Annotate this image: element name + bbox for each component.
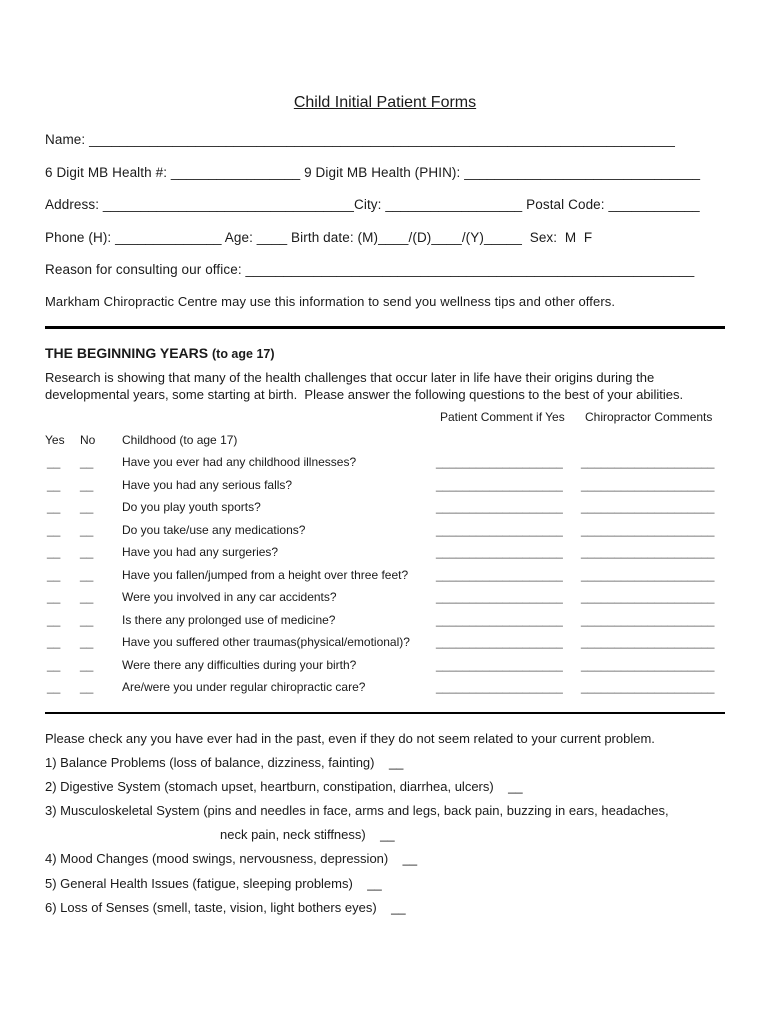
chiropractor-comment-blank[interactable]: ____________________: [581, 477, 715, 492]
past-item-continued[interactable]: neck pain, neck stiffness) __: [220, 827, 395, 842]
question-text: Have you suffered other traumas(physical/emotional)?: [122, 635, 410, 649]
question-text: Have you had any surgeries?: [122, 545, 279, 559]
yes-header: Yes: [45, 433, 65, 447]
no-blank[interactable]: __: [80, 545, 94, 559]
no-blank[interactable]: __: [80, 477, 94, 492]
section-heading-sub: (to age 17): [212, 347, 275, 361]
past-item[interactable]: 5) General Health Issues (fatigue, sleeping problems) __: [45, 876, 382, 891]
chiropractor-comment-blank[interactable]: ____________________: [581, 657, 715, 672]
name-field[interactable]: Name: _____________________________________________________________________________: [45, 132, 675, 147]
question-row: [0, 635, 770, 655]
chiropractor-comment-blank[interactable]: ____________________: [581, 590, 715, 604]
question-text: Have you had any serious falls?: [122, 477, 293, 492]
patient-comment-header: Patient Comment if Yes: [440, 410, 565, 424]
question-row: [0, 500, 770, 520]
section-divider-2: [45, 712, 725, 714]
yes-blank[interactable]: __: [47, 522, 61, 537]
chiropractor-comment-blank[interactable]: ____________________: [581, 545, 715, 559]
question-row: [0, 478, 770, 498]
chiropractor-comment-blank[interactable]: ____________________: [581, 500, 715, 514]
question-row: [0, 523, 770, 543]
section-divider: [45, 326, 725, 329]
no-blank[interactable]: __: [80, 680, 94, 694]
yes-blank[interactable]: __: [47, 612, 61, 627]
past-item[interactable]: 6) Loss of Senses (smell, taste, vision, light bothers eyes) __: [45, 900, 406, 915]
patient-comment-blank[interactable]: ___________________: [436, 657, 563, 672]
past-item[interactable]: 2) Digestive System (stomach upset, heartburn, constipation, diarrhea, ulcers) __: [45, 779, 523, 794]
patient-comment-blank[interactable]: ___________________: [436, 477, 563, 492]
question-text: Is there any prolonged use of medicine?: [122, 612, 336, 627]
past-item[interactable]: 1) Balance Problems (loss of balance, dizziness, fainting) __: [45, 755, 404, 770]
chiropractor-comment-blank[interactable]: ____________________: [581, 522, 715, 537]
question-text: Were there any difficulties during your birth?: [122, 657, 357, 672]
form-title: Child Initial Patient Forms: [293, 94, 477, 111]
past-item[interactable]: 3) Musculoskeletal System (pins and needles in face, arms and legs, back pain, buzzing in ears, headaches,: [45, 803, 669, 818]
patient-comment-blank[interactable]: ___________________: [436, 680, 563, 694]
past-item[interactable]: 4) Mood Changes (mood swings, nervousness, depression) __: [45, 851, 418, 866]
patient-comment-blank[interactable]: ___________________: [436, 522, 563, 537]
yes-blank[interactable]: __: [47, 657, 61, 672]
no-blank[interactable]: __: [80, 567, 94, 582]
address-field[interactable]: Address: _________________________________City: __________________ Postal Code: ____________: [45, 197, 700, 212]
chiropractor-comment-header: Chiropractor Comments: [585, 410, 713, 424]
question-row: [0, 613, 770, 633]
yes-blank[interactable]: __: [47, 567, 61, 582]
chiropractor-comment-blank[interactable]: ____________________: [581, 455, 715, 469]
question-text: Do you play youth sports?: [122, 500, 261, 514]
phone-field[interactable]: Phone (H): ______________ Age: ____ Birth date: (M)____/(D)____/(Y)_____ Sex: M F: [45, 230, 593, 245]
section-intro-line2: developmental years, some starting at birth. Please answer the following questions to the best of your abilities.: [45, 387, 684, 402]
no-blank[interactable]: __: [80, 612, 94, 627]
section-intro-line1: Research is showing that many of the health challenges that occur later in life have their origins during the: [45, 370, 655, 385]
yes-blank[interactable]: __: [47, 500, 61, 514]
patient-comment-blank[interactable]: ___________________: [436, 567, 563, 582]
no-header: No: [80, 433, 96, 447]
question-text: Are/were you under regular chiropractic care?: [122, 680, 366, 694]
no-blank[interactable]: __: [80, 455, 94, 469]
section-heading: [45, 345, 275, 361]
question-row: [0, 658, 770, 678]
patient-comment-blank[interactable]: ___________________: [436, 455, 563, 469]
yes-blank[interactable]: __: [47, 455, 61, 469]
yes-blank[interactable]: __: [47, 635, 61, 649]
question-text: Do you take/use any medications?: [122, 522, 306, 537]
no-blank[interactable]: __: [80, 522, 94, 537]
patient-comment-blank[interactable]: ___________________: [436, 500, 563, 514]
patient-comment-blank[interactable]: ___________________: [436, 590, 563, 604]
yes-blank[interactable]: __: [47, 545, 61, 559]
no-blank[interactable]: __: [80, 500, 94, 514]
reason-field[interactable]: Reason for consulting our office: ___________________________________________________________: [45, 262, 695, 277]
question-text: Have you fallen/jumped from a height over three feet?: [122, 567, 409, 582]
question-row: [0, 568, 770, 588]
chiropractor-comment-blank[interactable]: ____________________: [581, 612, 715, 627]
patient-comment-blank[interactable]: ___________________: [436, 612, 563, 627]
chiropractor-comment-blank[interactable]: ____________________: [581, 567, 715, 582]
chiropractor-comment-blank[interactable]: ____________________: [581, 680, 715, 694]
yes-blank[interactable]: __: [47, 590, 61, 604]
question-row: [0, 680, 770, 700]
patient-comment-blank[interactable]: ___________________: [436, 635, 563, 649]
section-heading-title: THE BEGINNING YEARS: [45, 345, 209, 361]
question-row: [0, 455, 770, 475]
yes-blank[interactable]: __: [47, 680, 61, 694]
yes-blank[interactable]: __: [47, 477, 61, 492]
past-conditions-intro: Please check any you have ever had in the past, even if they do not seem related to your current problem.: [45, 731, 655, 746]
patient-comment-blank[interactable]: ___________________: [436, 545, 563, 559]
no-blank[interactable]: __: [80, 590, 94, 604]
consent-note: Markham Chiropractic Centre may use this information to send you wellness tips and other offers.: [45, 294, 616, 309]
question-text: Have you ever had any childhood illnesses?: [122, 455, 357, 469]
question-row: [0, 545, 770, 565]
no-blank[interactable]: __: [80, 635, 94, 649]
question-text: Were you involved in any car accidents?: [122, 590, 337, 604]
chiropractor-comment-blank[interactable]: ____________________: [581, 635, 715, 649]
question-row: [0, 590, 770, 610]
childhood-header: Childhood (to age 17): [122, 433, 238, 447]
health-number-field[interactable]: 6 Digit MB Health #: _________________ 9 Digit MB Health (PHIN): _______________________________: [45, 165, 701, 180]
no-blank[interactable]: __: [80, 657, 94, 672]
